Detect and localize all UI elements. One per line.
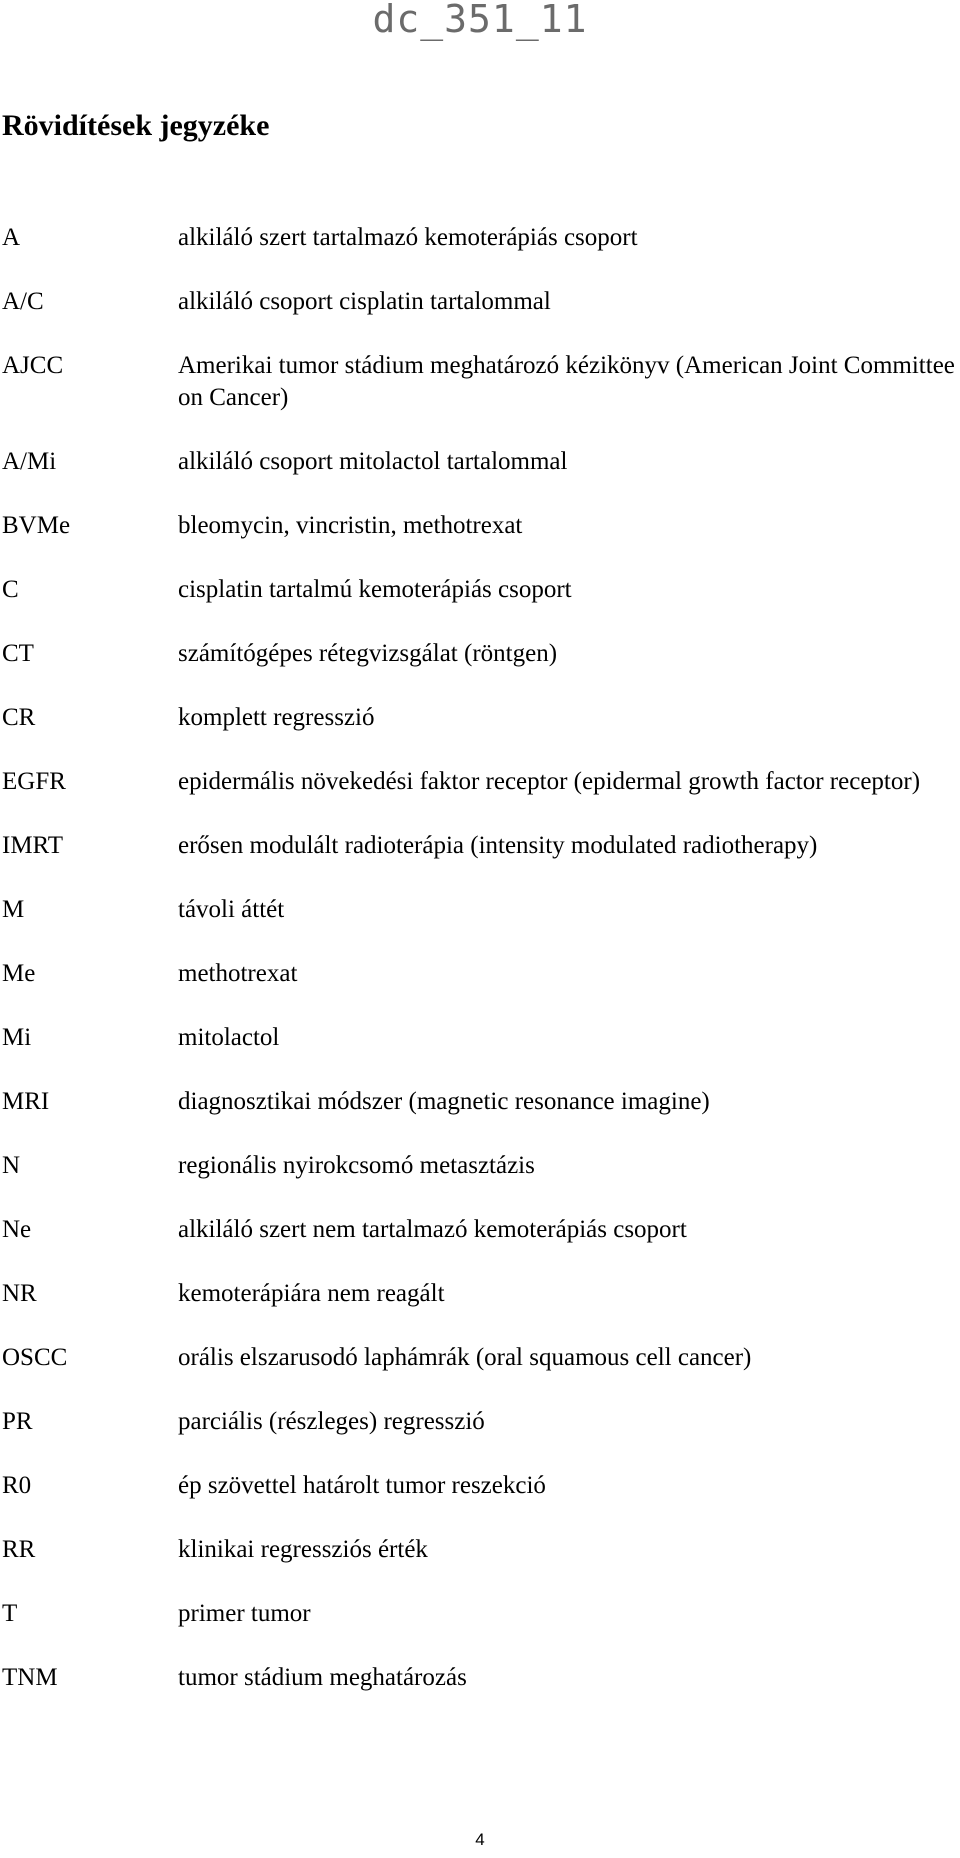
abbreviation-entry: [0, 286, 960, 318]
abbreviation-term: A: [2, 224, 21, 251]
abbreviation-entry: [0, 574, 960, 606]
abbreviation-entry: [0, 1470, 960, 1502]
abbreviation-term: AJCC: [2, 352, 64, 379]
abbreviation-definition: Amerikai tumor stádium meghatározó kézikönyv (American Joint Committee on Cancer): [178, 352, 955, 411]
page-title: Rövidítések jegyzéke: [2, 109, 270, 142]
abbreviation-term: A/C: [2, 288, 44, 315]
abbreviation-entry: [0, 1406, 960, 1438]
abbreviation-entry: [0, 510, 960, 542]
abbreviation-definition: ép szövettel határolt tumor reszekció: [178, 1472, 546, 1499]
abbreviation-definition: bleomycin, vincristin, methotrexat: [178, 512, 523, 539]
abbreviation-term: NR: [2, 1280, 37, 1307]
abbreviation-entry: [0, 1214, 960, 1246]
abbreviation-entry: [0, 446, 960, 478]
abbreviation-term: BVMe: [2, 512, 71, 539]
abbreviation-entry: [0, 958, 960, 990]
abbreviation-definition: távoli áttét: [178, 896, 285, 923]
abbreviation-entry: [0, 1662, 960, 1694]
abbreviation-entry: [0, 830, 960, 862]
abbreviation-term: Mi: [2, 1024, 32, 1051]
abbreviation-definition: parciális (részleges) regresszió: [178, 1408, 485, 1435]
abbreviation-term: CR: [2, 704, 36, 731]
abbreviation-definition: methotrexat: [178, 960, 298, 987]
abbreviation-entry: [0, 1086, 960, 1118]
abbreviation-term: C: [2, 576, 19, 603]
abbreviation-term: A/Mi: [2, 448, 57, 475]
abbreviation-definition: kemoterápiára nem reagált: [178, 1280, 445, 1307]
abbreviation-definition: cisplatin tartalmú kemoterápiás csoport: [178, 576, 572, 603]
abbreviation-term: R0: [2, 1472, 32, 1499]
abbreviation-definition: regionális nyirokcsomó metasztázis: [178, 1152, 535, 1179]
abbreviation-term: Me: [2, 960, 36, 987]
abbreviation-definition: tumor stádium meghatározás: [178, 1664, 467, 1691]
abbreviation-entry: [0, 894, 960, 926]
abbreviation-entry: [0, 1534, 960, 1566]
abbreviation-definition: orális elszarusodó laphámrák (oral squamous cell cancer): [178, 1344, 752, 1371]
abbreviation-term: Ne: [2, 1216, 32, 1243]
document-code-header: dc_351_11: [372, 0, 588, 41]
abbreviation-term: EGFR: [2, 768, 66, 795]
abbreviation-term: IMRT: [2, 832, 63, 859]
abbreviation-definition: diagnosztikai módszer (magnetic resonance imagine): [178, 1088, 710, 1115]
abbreviation-definition: alkiláló szert tartalmazó kemoterápiás csoport: [178, 224, 638, 251]
abbreviation-definition: számítógépes rétegvizsgálat (röntgen): [178, 640, 558, 667]
abbreviation-definition: alkiláló csoport mitolactol tartalommal: [178, 448, 568, 475]
abbreviation-definition: primer tumor: [178, 1600, 311, 1627]
abbreviation-entry: [0, 1022, 960, 1054]
abbreviation-term: MRI: [2, 1088, 50, 1115]
abbreviation-definition: mitolactol: [178, 1024, 280, 1051]
abbreviation-term: N: [2, 1152, 21, 1179]
page-number: 4: [475, 1830, 485, 1849]
abbreviation-term: TNM: [2, 1664, 58, 1691]
abbreviation-entry: [0, 350, 960, 414]
abbreviation-definition: klinikai regressziós érték: [178, 1536, 428, 1563]
abbreviation-entry: [0, 766, 960, 798]
abbreviation-list: [0, 222, 960, 1694]
abbreviation-definition: erősen modulált radioterápia (intensity modulated radiotherapy): [178, 832, 818, 859]
abbreviation-entry: [0, 1278, 960, 1310]
abbreviation-entry: [0, 1342, 960, 1374]
abbreviation-entry: [0, 702, 960, 734]
abbreviation-definition: alkiláló szert nem tartalmazó kemoterápiás csoport: [178, 1216, 687, 1243]
abbreviation-definition: komplett regresszió: [178, 704, 375, 731]
abbreviation-entry: [0, 222, 960, 254]
abbreviation-term: RR: [2, 1536, 36, 1563]
abbreviation-term: PR: [2, 1408, 33, 1435]
abbreviation-entry: [0, 1150, 960, 1182]
abbreviation-term: M: [2, 896, 25, 923]
abbreviation-entry: [0, 638, 960, 670]
abbreviation-term: CT: [2, 640, 34, 667]
abbreviation-term: OSCC: [2, 1344, 68, 1371]
abbreviation-entry: [0, 1598, 960, 1630]
abbreviation-definition: alkiláló csoport cisplatin tartalommal: [178, 288, 551, 315]
abbreviation-definition: epidermális növekedési faktor receptor (epidermal growth factor receptor): [178, 768, 921, 795]
abbreviation-term: T: [2, 1600, 18, 1627]
